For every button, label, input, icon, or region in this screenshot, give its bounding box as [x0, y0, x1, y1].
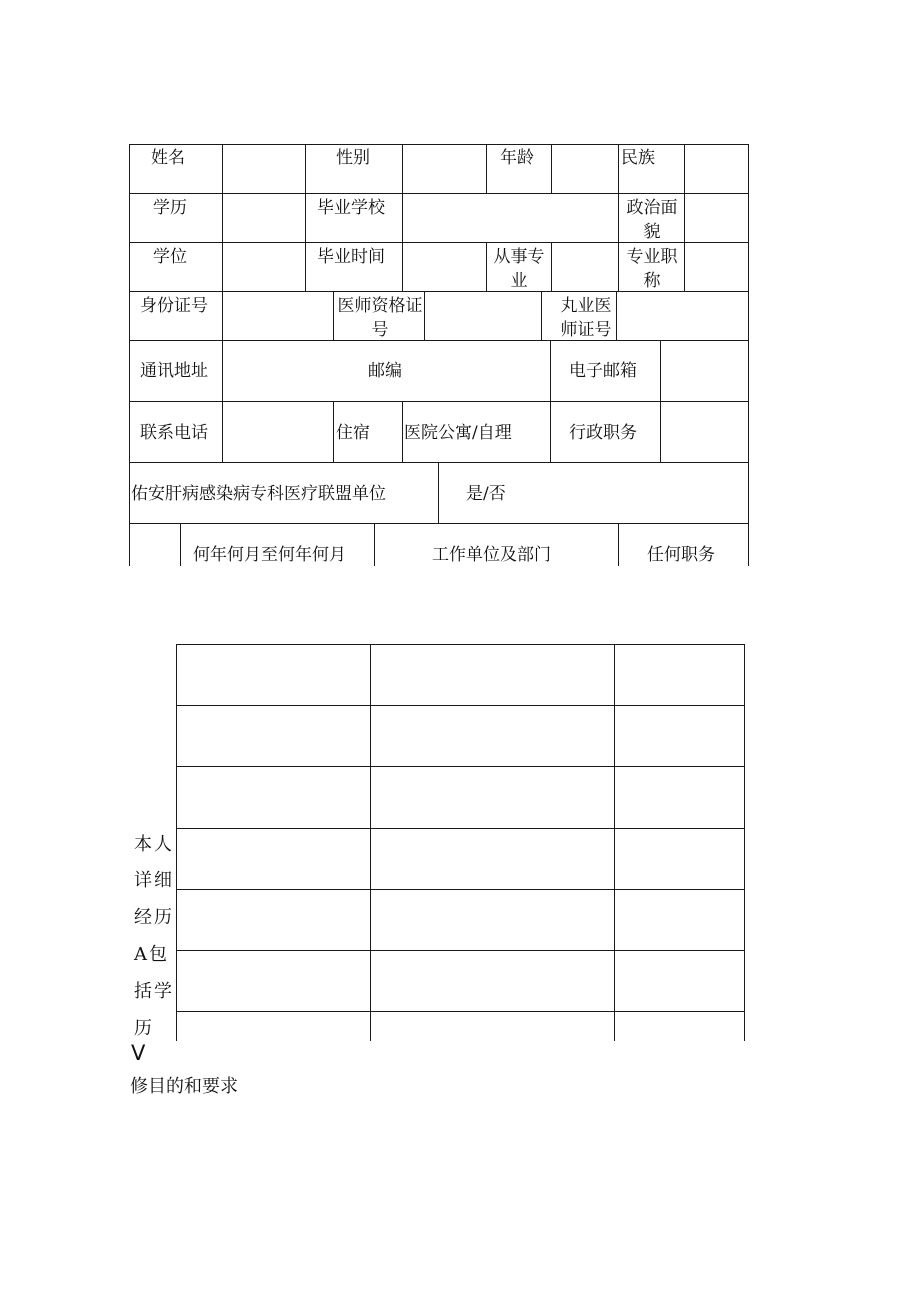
- lodging-label: 住宿: [336, 423, 370, 443]
- side-line-6: 历: [134, 1018, 154, 1039]
- practice-cert-label: 丸业医师证号: [560, 296, 612, 340]
- school-label: 毕业学校: [317, 198, 385, 218]
- side-line-1: 本人: [134, 834, 174, 855]
- unit-header: 工作单位及部门: [432, 545, 551, 565]
- professional-title-label: 专业职称: [626, 247, 678, 291]
- side-line-3: 经历: [134, 907, 174, 928]
- education-label: 学历: [153, 198, 187, 218]
- v-mark: V: [131, 1041, 146, 1065]
- alliance-label: 佑安肝病感染病专科医疗联盟单位: [131, 484, 386, 504]
- postcode-label: 邮编: [368, 361, 402, 381]
- political-status-label: 政治面貌: [626, 198, 678, 242]
- graduation-time-label: 毕业时间: [317, 247, 385, 267]
- name-label: 姓名: [151, 148, 185, 168]
- major-label: 从事专业: [493, 247, 545, 291]
- qualification-cert-label: 医师资格证号: [337, 296, 423, 340]
- age-label: 年龄: [500, 148, 534, 168]
- phone-label: 联系电话: [140, 423, 208, 443]
- footer-text: 修目的和要求: [130, 1076, 238, 1097]
- degree-label: 学位: [153, 247, 187, 267]
- side-line-2: 详细: [134, 870, 174, 891]
- lodging-value: 医院公寓/自理: [404, 423, 512, 443]
- ethnicity-label: 民族: [621, 148, 655, 168]
- gender-label: 性别: [336, 148, 370, 168]
- email-label: 电子邮箱: [569, 361, 637, 381]
- id-number-label: 身份证号: [140, 296, 208, 316]
- side-line-5: 括学: [134, 981, 174, 1002]
- side-line-4: A包: [134, 944, 169, 965]
- post-header: 任何职务: [647, 545, 715, 565]
- period-header: 何年何月至何年何月: [193, 545, 346, 565]
- alliance-value: 是/否: [466, 484, 506, 504]
- address-label: 通讯地址: [140, 361, 208, 381]
- admin-post-label: 行政职务: [569, 423, 637, 443]
